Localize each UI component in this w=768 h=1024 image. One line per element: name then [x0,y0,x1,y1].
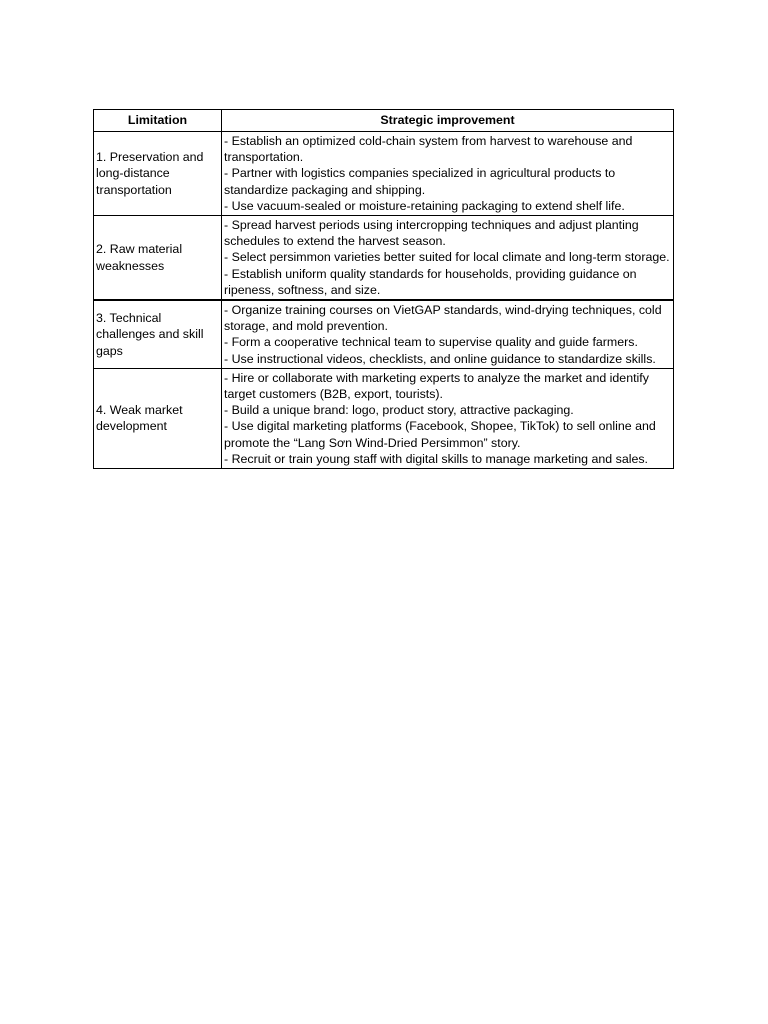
improvement-item: - Use digital marketing platforms (Facebook, Shopee, TikTok) to sell online and promote the “Lang Sơn Wind-Dried Persimmon” story. [224,419,656,450]
improvement-cell [222,132,674,216]
improvement-item: - Recruit or train young staff with digital skills to manage marketing and sales. [224,451,649,466]
improvement-item: - Build a unique brand: logo, product story, attractive packaging. [224,403,574,418]
improvement-item: - Establish an optimized cold-chain system from harvest to warehouse and transportation. [224,134,633,165]
limitation-cell: 1. Preservation and long-distance transportation [94,132,222,216]
improvement-item: - Select persimmon varieties better suited for local climate and long-term storage. [224,250,670,265]
improvement-item: - Establish uniform quality standards for households, providing guidance on ripeness, softness, and size. [224,266,637,297]
improvement-cell [222,216,674,301]
table-row [94,300,674,368]
header-limitation: Limitation [94,110,222,132]
limitation-cell: 4. Weak market development [94,368,222,468]
limitation-cell: 3. Technical challenges and skill gaps [94,300,222,368]
limitation-cell: 2. Raw material weaknesses [94,216,222,301]
improvement-item: - Organize training courses on VietGAP standards, wind-drying techniques, cold storage, and mold prevention. [224,303,662,334]
table-row [94,132,674,216]
table-header-row [94,110,674,132]
limitations-table [93,109,674,469]
improvement-item: - Hire or collaborate with marketing experts to analyze the market and identify target customers (B2B, export, tourists). [224,370,649,402]
improvement-item: - Partner with logistics companies specialized in agricultural products to standardize packaging and shipping. [224,166,616,197]
improvement-cell [222,368,674,468]
improvement-item: - Use instructional videos, checklists, and online guidance to standardize skills. [224,351,656,366]
improvement-cell [222,300,674,368]
table-row [94,368,674,468]
improvement-item: - Spread harvest periods using intercropping techniques and adjust planting schedules to extend the harvest season. [224,218,639,249]
improvement-item: - Form a cooperative technical team to supervise quality and guide farmers. [224,335,638,350]
improvement-item: - Use vacuum-sealed or moisture-retaining packaging to extend shelf life. [224,198,625,213]
table-row [94,216,674,301]
header-strategic-improvement: Strategic improvement [222,110,674,132]
